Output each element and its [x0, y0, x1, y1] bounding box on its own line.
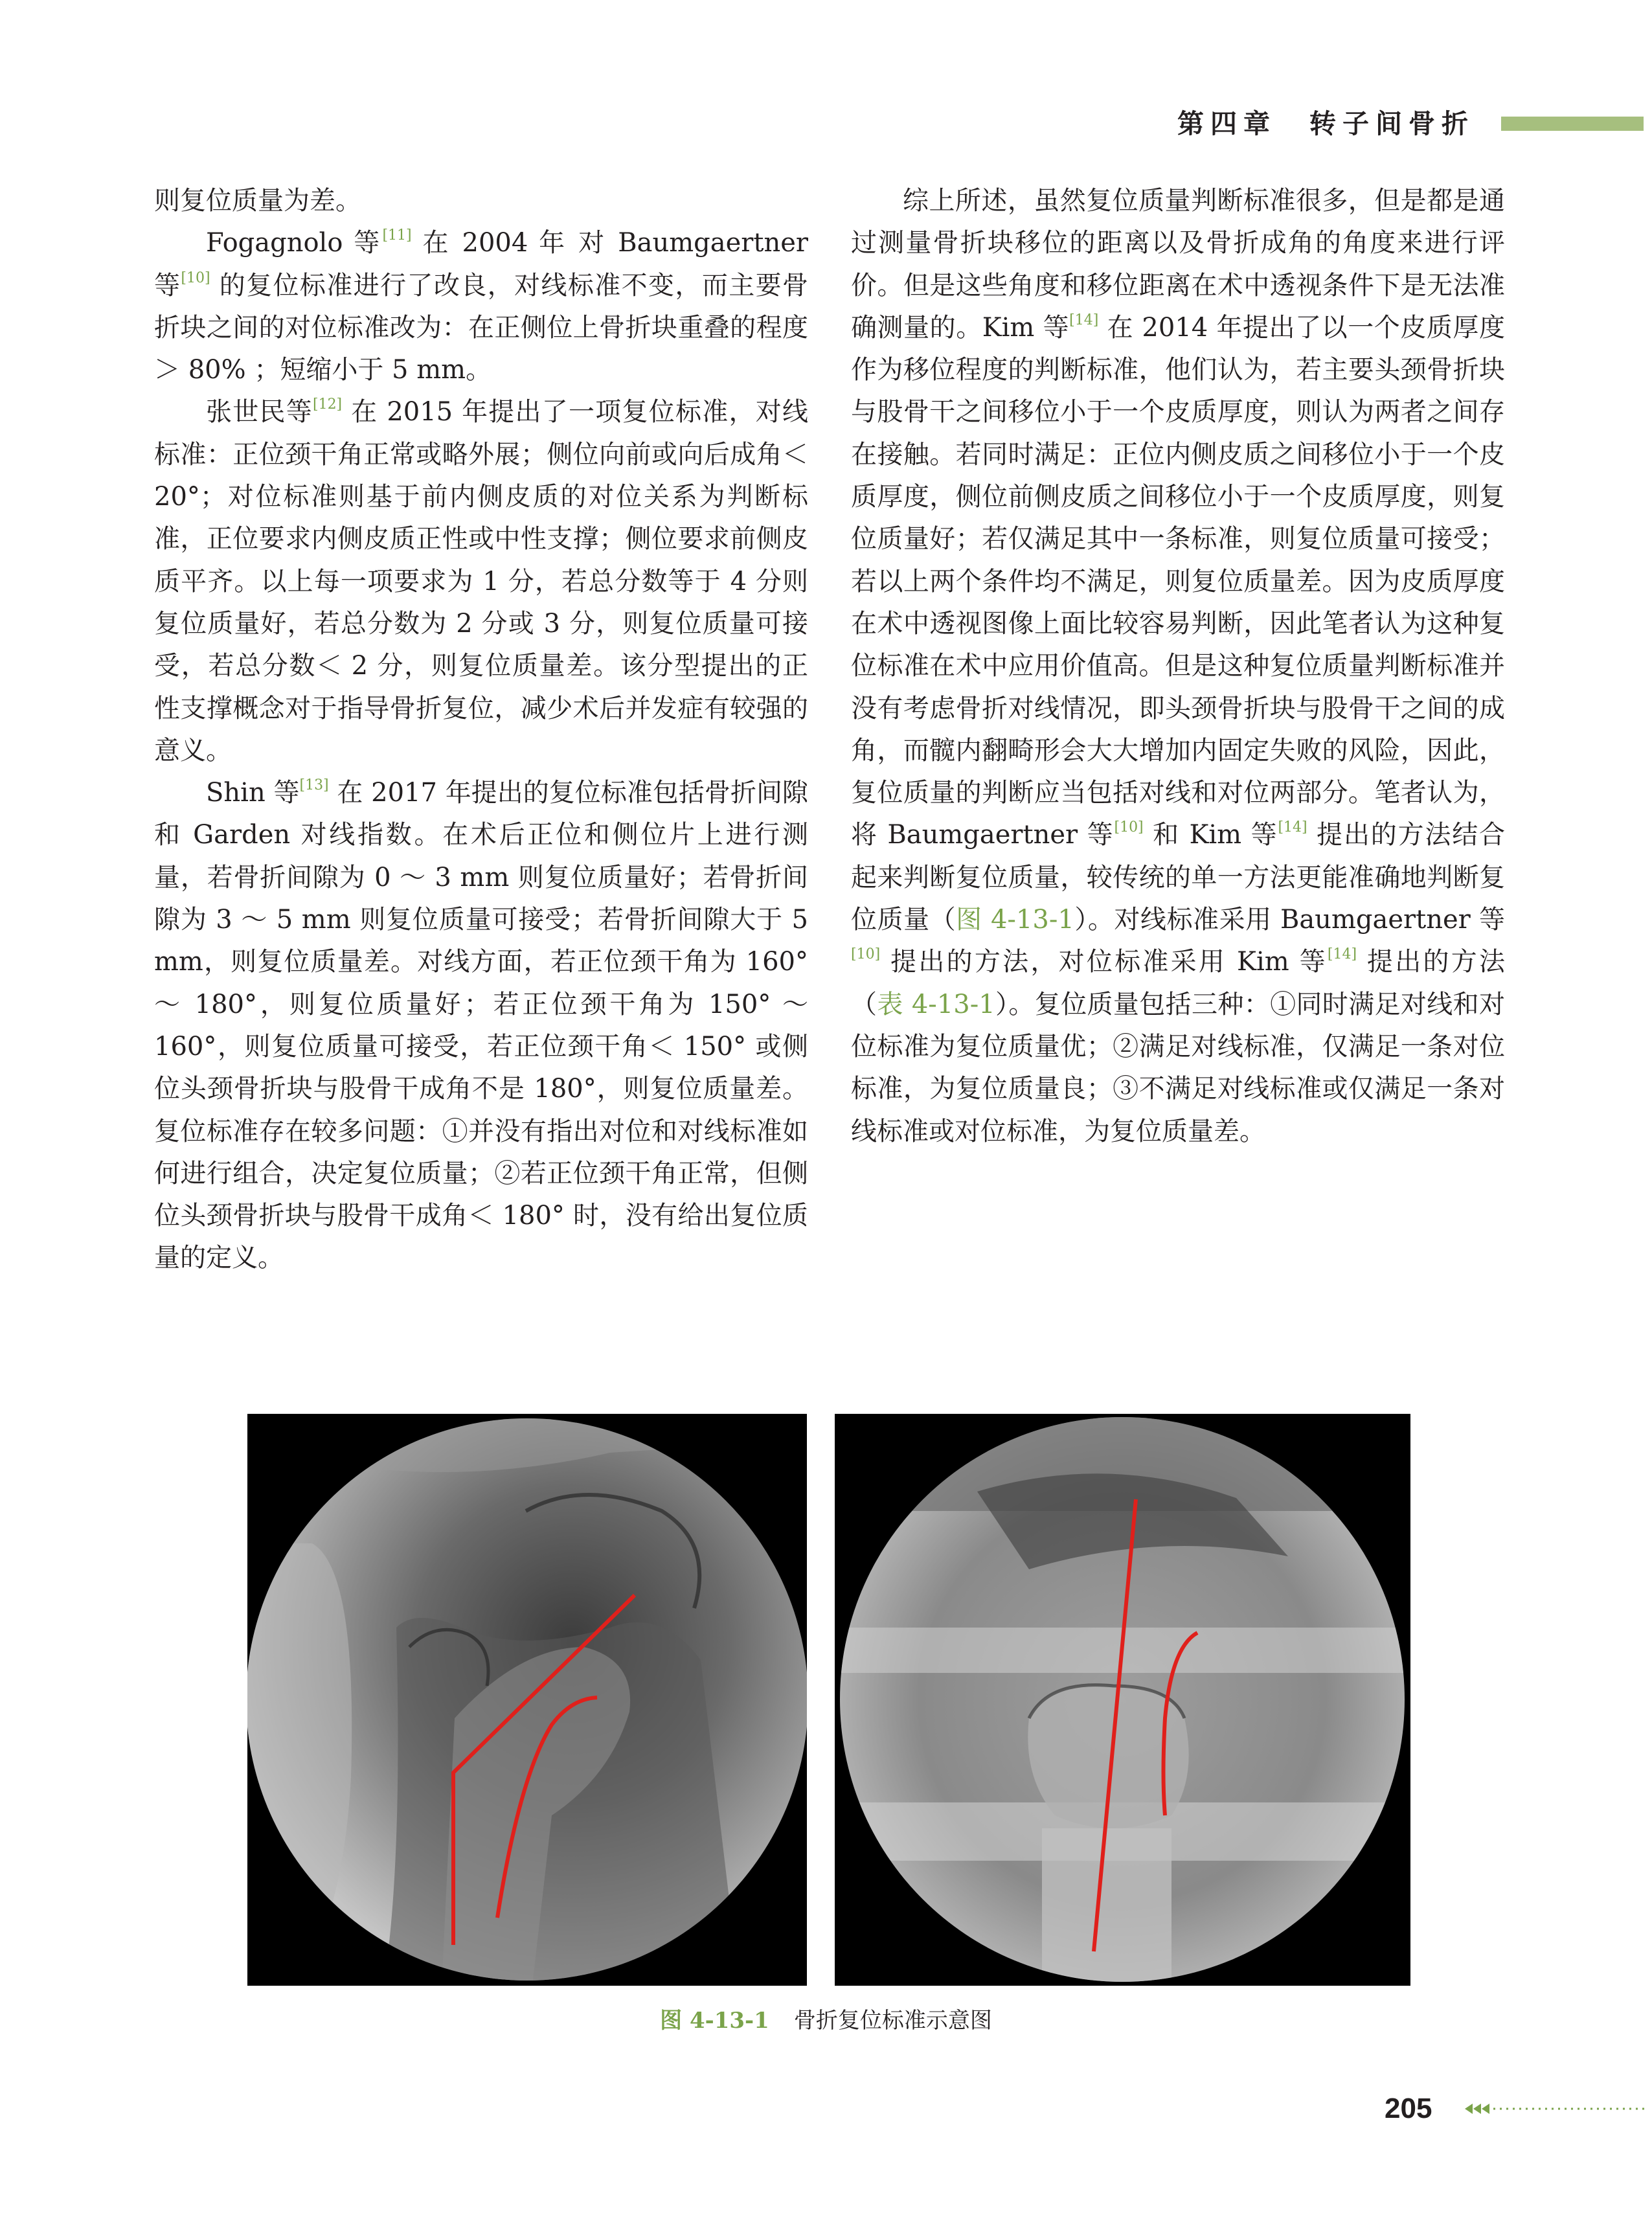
paragraph — [154, 391, 808, 772]
paragraph-text: 在 2004 年 对 Baumgaertner 等 — [154, 228, 809, 301]
page-number: 205 — [1385, 2093, 1432, 2124]
paragraph — [154, 772, 808, 1280]
left-column — [154, 180, 808, 1280]
paragraph — [154, 222, 808, 391]
citation-ref[interactable]: [14] — [1278, 819, 1307, 836]
paragraph — [154, 180, 808, 222]
paragraph-text: 提出的方法结合起来判断复位质量，较传统的单一方法更能准确地判断复位质量（ — [851, 820, 1505, 935]
paragraph-text: 综上所述，虽然复位质量判断标准很多，但是都是通过测量骨折块移位的距离以及骨折成角的角度来进行评价。但是这些角度和移位距离在术中透视条件下是无法准确测量的。Kim 等 — [851, 186, 1505, 343]
citation-ref[interactable]: [12] — [312, 396, 343, 413]
figure-link[interactable]: 图 4-13-1 — [956, 905, 1074, 935]
citation-ref[interactable]: [10] — [851, 946, 881, 963]
right-column — [851, 180, 1505, 1153]
citation-ref[interactable]: [11] — [382, 227, 412, 244]
figure-label: 图 4-13-1 — [660, 2008, 769, 2034]
paragraph-text: ）。复位质量包括三种：①同时满足对线和对位标准为复位质量优；②满足对线标准，仅满足一条对位标准，为复位质量良；③不满足对线标准或仅满足一条对线标准或对位标准，为复位质量差。 — [851, 989, 1506, 1146]
paragraph-text: 提出的方法，对位标准采用 Kim 等 — [880, 947, 1328, 977]
page-arrow-icon — [1465, 2097, 1646, 2120]
citation-ref[interactable]: [10] — [181, 269, 210, 286]
paragraph-text: 在 2015 年提出了一项复位标准，对线标准：正位颈干角正常或略外展；侧位向前或向后成角＜ 20°；对位标准则基于前内侧皮质的对位关系为判断标准，正位要求内侧皮质正性或中性支撑；侧位要求前侧皮质平齐。以上每一项要求为 1 分，若总分数等于 4 分则复位质量好，若总分数为 2 分或 3 分，则复位质量可接受，若总分数＜ 2 分，则复位质量差。该分型提出的正性支撑概念对于指导骨折复位，减少术后并发症有较强的意义。 — [154, 397, 808, 766]
paragraph-text: 提出的方法（ — [851, 947, 1505, 1019]
paragraph-text: 在 2017 年提出的复位标准包括骨折间隙和 Garden 对线指数。在术后正位和侧位片上进行测量，若骨折间隙为 0 ～ 3 mm 则复位质量好；若骨折间隙为 3 ～ 5 mm 则复位质量可接受；若骨折间隙大于 5 mm，则复位质量差。对线方面，若正位颈干角为 160° ～ 180°，则复位质量好；若正位颈干角为 150° ～ 160°，则复位质量可接受，若正位颈干角＜ 150° 或侧位头颈骨折块与股骨干成角不是 180°，则复位质量差。复位标准存在较多问题：①并没有指出对位和对线标准如何进行组合，决定复位质量；②若正位颈干角正常，但侧位头颈骨折块与股骨干成角＜ 180° 时，没有给出复位质量的定义。 — [154, 778, 808, 1273]
paragraph-text: 张世民等 — [206, 397, 313, 427]
citation-ref[interactable]: [14] — [1069, 312, 1099, 328]
paragraph-text: Shin 等 — [206, 778, 300, 808]
running-header — [0, 104, 1652, 142]
xray-ap-view — [247, 1414, 807, 1986]
header-accent-bar — [1501, 117, 1644, 131]
xray-lateral-view — [835, 1414, 1410, 1986]
chapter-title: 第四章 转子间骨折 — [1177, 108, 1475, 139]
table-link[interactable]: 表 4-13-1 — [877, 989, 995, 1019]
citation-ref[interactable]: [14] — [1327, 946, 1357, 963]
citation-ref[interactable]: [10] — [1114, 819, 1144, 836]
xray-lateral-image — [835, 1414, 1410, 1986]
paragraph-text: 和 Kim 等 — [1143, 820, 1278, 850]
paragraph-text: 的复位标准进行了改良，对线标准不变，而主要骨折块之间的对位标准改为：在正侧位上骨折块重叠的程度＞ 80% ；短缩小于 5 mm。 — [154, 270, 809, 385]
paragraph-text: Fogagnolo 等 — [206, 228, 383, 258]
caption-text: 骨折复位标准示意图 — [793, 2008, 992, 2034]
paragraph-text: 在 2014 年提出了以一个皮质厚度作为移位程度的判断标准，他们认为，若主要头颈骨折块与股骨干之间移位小于一个皮质厚度，则认为两者之间存在接触。若同时满足：正位内侧皮质之间移位小于一个皮质厚度，侧位前侧皮质之间移位小于一个皮质厚度，则复位质量好；若仅满足其中一条标准，则复位质量可接受；若以上两个条件均不满足，则复位质量差。因为皮质厚度在术中透视图像上面比较容易判断，因此笔者认为这种复位标准在术中应用价值高。但是这种复位质量判断标准并没有考虑骨折对线情况，即头颈骨折块与股骨干之间的成角，而髋内翻畸形会大大增加内固定失败的风险，因此，复位质量的判断应当包括对线和对位两部分。笔者认为，将 Baumgaertner 等 — [851, 312, 1505, 850]
paragraph-text: 则复位质量为差。 — [154, 186, 361, 216]
paragraph — [851, 180, 1505, 1153]
figure-caption — [0, 2006, 1652, 2035]
paragraph-text: ）。对线标准采用 Baumgaertner 等 — [1074, 905, 1506, 935]
citation-ref[interactable]: [13] — [299, 777, 329, 794]
xray-ap-image — [247, 1414, 807, 1986]
